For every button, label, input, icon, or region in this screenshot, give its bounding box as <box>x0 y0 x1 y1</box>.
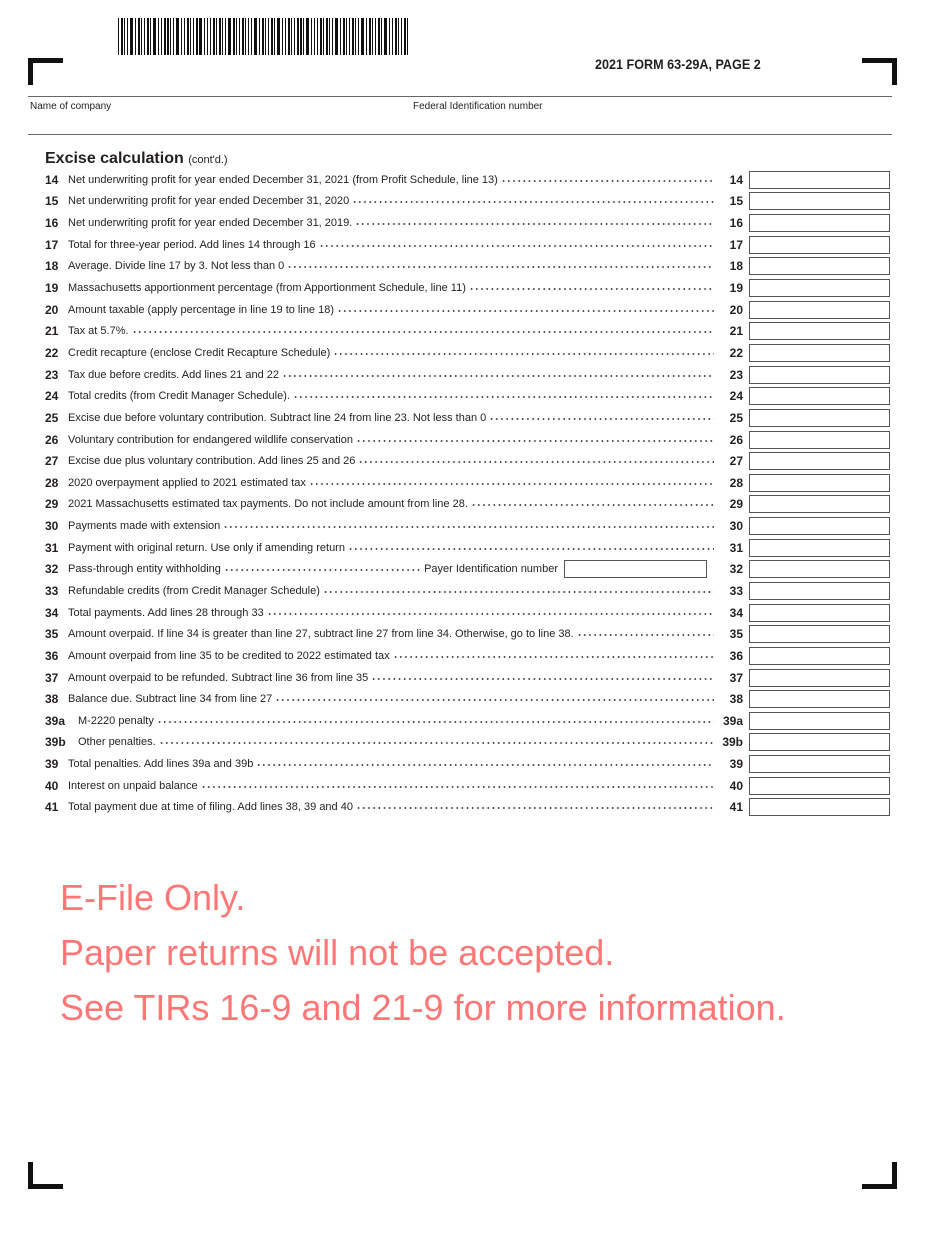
dot-leader <box>469 281 714 291</box>
barcode-bar <box>358 18 359 55</box>
line-label: Other penalties. <box>78 736 156 749</box>
line-26-amount-input[interactable] <box>749 431 890 449</box>
dot-leader <box>275 692 714 702</box>
barcode-bar <box>150 18 151 55</box>
line-number-right: 17 <box>729 237 743 252</box>
line-number-right: 18 <box>729 259 743 274</box>
barcode-bar <box>343 18 345 55</box>
divider <box>28 134 892 135</box>
registration-mark-bottom-right <box>862 1162 897 1189</box>
line-label: Amount overpaid from line 35 to be credited to 2022 estimated tax <box>68 649 390 662</box>
line-label: Net underwriting profit for year ended December 31, 2019. <box>68 217 353 230</box>
barcode-bar <box>254 18 257 55</box>
form-line-28 <box>45 472 895 494</box>
dot-leader <box>393 649 714 659</box>
line-number: 38 <box>45 692 59 707</box>
form-line-16 <box>45 212 895 234</box>
dot-leader <box>337 303 714 313</box>
barcode-bar <box>239 18 240 55</box>
barcode-bar <box>335 18 338 55</box>
dot-leader <box>267 606 714 616</box>
line-number: 22 <box>45 345 59 360</box>
barcode-bar <box>141 18 142 55</box>
barcode-bar <box>210 18 211 55</box>
barcode-bar <box>213 18 215 55</box>
line-number: 15 <box>45 194 59 209</box>
barcode-bar <box>216 18 217 55</box>
line-number: 41 <box>45 800 59 815</box>
watermark-line-2: Paper returns will not be accepted. <box>60 932 615 973</box>
dot-leader <box>282 368 714 378</box>
line-14-amount-input[interactable] <box>749 171 890 189</box>
line-37-amount-input[interactable] <box>749 669 890 687</box>
dot-leader <box>356 800 714 810</box>
line-number: 26 <box>45 432 59 447</box>
watermark-line-1: E-File Only. <box>60 877 246 918</box>
barcode-bar <box>233 18 235 55</box>
line-39a-amount-input[interactable] <box>749 712 890 730</box>
barcode-bar <box>355 18 356 55</box>
barcode-bar <box>314 18 315 55</box>
barcode-bar <box>147 18 149 55</box>
line-number-right: 38 <box>729 692 743 707</box>
barcode-bar <box>158 18 159 55</box>
dot-leader <box>352 194 714 204</box>
barcode-bar <box>300 18 302 55</box>
section-heading <box>45 150 228 168</box>
line-number-right: 32 <box>729 562 743 577</box>
barcode-bar <box>326 18 328 55</box>
line-number: 19 <box>45 281 59 296</box>
form-line-25 <box>45 407 895 429</box>
barcode-bar <box>164 18 166 55</box>
line-label: 2020 overpayment applied to 2021 estimated tax <box>68 476 306 489</box>
barcode-bar <box>173 18 174 55</box>
barcode-bar <box>271 18 273 55</box>
line-number: 30 <box>45 519 59 534</box>
line-number-right: 20 <box>729 302 743 317</box>
line-number-right: 26 <box>729 432 743 447</box>
line-number: 39 <box>45 757 59 772</box>
dot-leader <box>501 173 714 183</box>
line-25-amount-input[interactable] <box>749 409 890 427</box>
line-label: Payment with original return. Use only if amending return <box>68 541 345 554</box>
dot-leader <box>287 259 714 269</box>
line-number: 23 <box>45 367 59 382</box>
line-label: Voluntary contribution for endangered wildlife conservation <box>68 433 353 446</box>
line-number-right: 30 <box>729 519 743 534</box>
line-label: Total for three-year period. Add lines 14 through 16 <box>68 238 316 251</box>
barcode-bar <box>311 18 312 55</box>
form-line-39 <box>45 753 895 775</box>
line-21-amount-input[interactable] <box>749 322 890 340</box>
dot-leader <box>371 671 714 681</box>
line-number: 36 <box>45 648 59 663</box>
line-number: 37 <box>45 670 59 685</box>
line-38-amount-input[interactable] <box>749 690 890 708</box>
barcode <box>118 18 440 55</box>
barcode-bar <box>401 18 402 55</box>
barcode-bar <box>291 18 292 55</box>
line-32-amount-input[interactable] <box>749 560 890 578</box>
barcode-bar <box>176 18 179 55</box>
line-label: Refundable credits (from Credit Manager Schedule) <box>68 584 320 597</box>
line-label: Amount taxable (apply percentage in line 19 to line 18) <box>68 303 335 316</box>
line-40-amount-input[interactable] <box>749 777 890 795</box>
excise-lines <box>45 169 895 818</box>
form-line-33 <box>45 580 895 602</box>
barcode-bar <box>190 18 191 55</box>
barcode-bar <box>282 18 283 55</box>
line-39-amount-input[interactable] <box>749 755 890 773</box>
dot-leader <box>489 411 714 421</box>
line-41-amount-input[interactable] <box>749 798 890 816</box>
fein-field[interactable]: Federal Identification number <box>413 101 543 112</box>
barcode-bar <box>228 18 231 55</box>
line-label: M-2220 penalty <box>78 714 154 727</box>
barcode-bar <box>130 18 133 55</box>
barcode-bar <box>372 18 373 55</box>
barcode-bar <box>329 18 330 55</box>
form-line-17 <box>45 234 895 256</box>
form-line-23 <box>45 364 895 386</box>
form-line-19 <box>45 277 895 299</box>
registration-mark-top-left <box>28 58 63 85</box>
line-number-right: 25 <box>729 410 743 425</box>
line-number: 28 <box>45 475 59 490</box>
barcode-bar <box>306 18 309 55</box>
form-line-22 <box>45 342 895 364</box>
line-number-right: 36 <box>729 648 743 663</box>
line-number-right: 19 <box>729 281 743 296</box>
line-label: Total penalties. Add lines 39a and 39b <box>68 758 254 771</box>
line-number-right: 16 <box>729 216 743 231</box>
barcode-bar <box>242 18 244 55</box>
form-line-27 <box>45 450 895 472</box>
barcode-bar <box>153 18 156 55</box>
barcode-bar <box>369 18 371 55</box>
barcode-bar <box>259 18 260 55</box>
line-label: Tax due before credits. Add lines 21 and 22 <box>68 368 279 381</box>
line-18-amount-input[interactable] <box>749 257 890 275</box>
line-number: 39a <box>45 713 66 728</box>
line-30-amount-input[interactable] <box>749 517 890 535</box>
form-title: 2021 FORM 63-29A, PAGE 2 <box>595 56 761 72</box>
barcode-bar <box>187 18 189 55</box>
line-label: Pass-through entity withholding <box>68 563 221 576</box>
form-line-20 <box>45 299 895 321</box>
barcode-bar <box>277 18 280 55</box>
watermark-line-3: See TIRs 16-9 and 21-9 for more information. <box>60 987 786 1028</box>
barcode-bar <box>366 18 367 55</box>
dot-leader <box>159 735 714 745</box>
dot-leader <box>224 562 421 572</box>
barcode-bar <box>170 18 171 55</box>
barcode-bar <box>389 18 390 55</box>
barcode-bar <box>274 18 275 55</box>
line-23-amount-input[interactable] <box>749 366 890 384</box>
line-number-right: 39a <box>722 713 743 728</box>
form-line-32 <box>45 559 895 581</box>
line-number-right: 39 <box>729 757 743 772</box>
form-line-39a <box>45 710 895 732</box>
barcode-bar <box>251 18 252 55</box>
form-line-29 <box>45 494 895 516</box>
line-label: Total credits (from Credit Manager Schedule). <box>68 390 290 403</box>
form-line-30 <box>45 515 895 537</box>
line-number: 25 <box>45 410 59 425</box>
barcode-bar <box>392 18 393 55</box>
line-29-amount-input[interactable] <box>749 495 890 513</box>
form-line-39b <box>45 732 895 754</box>
registration-mark-top-right <box>862 58 897 85</box>
line-number-right: 22 <box>729 345 743 360</box>
barcode-bar <box>245 18 246 55</box>
line-number-right: 24 <box>729 389 743 404</box>
line-label: Amount overpaid to be refunded. Subtract line 36 from line 35 <box>68 671 369 684</box>
payer-id-label: Payer Identification number <box>424 563 558 576</box>
dot-leader <box>355 216 714 226</box>
line-20-amount-input[interactable] <box>749 301 890 319</box>
dot-leader <box>358 454 714 464</box>
form-line-34 <box>45 602 895 624</box>
form-line-38 <box>45 688 895 710</box>
barcode-bar <box>204 18 205 55</box>
line-label: Interest on unpaid balance <box>68 779 198 792</box>
line-number: 20 <box>45 302 59 317</box>
line-number: 16 <box>45 216 59 231</box>
barcode-bar <box>407 18 408 55</box>
line-number-right: 14 <box>729 172 743 187</box>
barcode-bar <box>207 18 208 55</box>
barcode-bar <box>135 18 136 55</box>
payer-id-input[interactable] <box>564 560 707 578</box>
form-line-14 <box>45 169 895 191</box>
barcode-bar <box>320 18 322 55</box>
barcode-bar <box>294 18 295 55</box>
barcode-bar <box>124 18 125 55</box>
barcode-bar <box>161 18 162 55</box>
line-number-right: 31 <box>729 540 743 555</box>
line-number-right: 28 <box>729 475 743 490</box>
dot-leader <box>348 541 714 551</box>
line-number: 18 <box>45 259 59 274</box>
dot-leader <box>333 346 714 356</box>
line-number: 35 <box>45 627 59 642</box>
line-number: 32 <box>45 562 59 577</box>
barcode-bar <box>346 18 347 55</box>
line-label: Average. Divide line 17 by 3. Not less than 0 <box>68 260 285 273</box>
line-label: 2021 Massachusetts estimated tax payments. Do not include amount from line 28. <box>68 498 468 511</box>
form-line-15 <box>45 191 895 213</box>
dot-leader <box>201 779 714 789</box>
barcode-bar <box>297 18 299 55</box>
line-31-amount-input[interactable] <box>749 539 890 557</box>
dot-leader <box>293 389 714 399</box>
barcode-bar <box>118 18 119 55</box>
line-label: Total payment due at time of filing. Add lines 38, 39 and 40 <box>68 801 353 814</box>
barcode-bar <box>121 18 123 55</box>
line-number: 17 <box>45 237 59 252</box>
barcode-bar <box>248 18 249 55</box>
line-number-right: 34 <box>729 605 743 620</box>
form-line-41 <box>45 797 895 819</box>
barcode-bar <box>375 18 376 55</box>
form-line-26 <box>45 429 895 451</box>
dot-leader <box>323 584 714 594</box>
dot-leader <box>577 627 714 637</box>
line-24-amount-input[interactable] <box>749 387 890 405</box>
form-line-36 <box>45 645 895 667</box>
barcode-bar <box>144 18 145 55</box>
line-label: Amount overpaid. If line 34 is greater than line 27, subtract line 27 from line 34. Otherwise, go to line 38. <box>68 628 574 641</box>
line-label: Total payments. Add lines 28 through 33 <box>68 606 264 619</box>
line-number-right: 39b <box>722 735 743 750</box>
dot-leader <box>223 519 714 529</box>
barcode-bar <box>340 18 341 55</box>
line-number: 40 <box>45 778 59 793</box>
barcode-bar <box>236 18 237 55</box>
line-22-amount-input[interactable] <box>749 344 890 362</box>
line-19-amount-input[interactable] <box>749 279 890 297</box>
line-number-right: 15 <box>729 194 743 209</box>
line-number: 27 <box>45 454 59 469</box>
barcode-bar <box>395 18 397 55</box>
form-line-31 <box>45 537 895 559</box>
line-35-amount-input[interactable] <box>749 625 890 643</box>
dot-leader <box>319 238 714 248</box>
line-number: 29 <box>45 497 59 512</box>
line-39b-amount-input[interactable] <box>749 733 890 751</box>
line-label: Excise due before voluntary contribution. Subtract line 24 from line 23. Not less than 0 <box>68 411 487 424</box>
barcode-bar <box>167 18 169 55</box>
dot-leader <box>157 714 714 724</box>
line-label: Payments made with extension <box>68 520 221 533</box>
barcode-bar <box>138 18 140 55</box>
barcode-bar <box>349 18 350 55</box>
line-label: Massachusetts apportionment percentage (from Apportionment Schedule, line 11) <box>68 282 466 295</box>
line-36-amount-input[interactable] <box>749 647 890 665</box>
line-label: Excise due plus voluntary contribution. Add lines 25 and 26 <box>68 455 356 468</box>
line-number-right: 37 <box>729 670 743 685</box>
line-number-right: 29 <box>729 497 743 512</box>
line-number: 31 <box>45 540 59 555</box>
barcode-bar <box>381 18 382 55</box>
line-33-amount-input[interactable] <box>749 582 890 600</box>
line-label: Balance due. Subtract line 34 from line 27 <box>68 693 273 706</box>
line-34-amount-input[interactable] <box>749 604 890 622</box>
form-line-21 <box>45 320 895 342</box>
barcode-bar <box>317 18 318 55</box>
form-line-40 <box>45 775 895 797</box>
line-number: 14 <box>45 172 59 187</box>
line-number-right: 41 <box>729 800 743 815</box>
barcode-bar <box>323 18 324 55</box>
line-number: 33 <box>45 583 59 598</box>
line-28-amount-input[interactable] <box>749 474 890 492</box>
barcode-bar <box>398 18 399 55</box>
barcode-bar <box>127 18 128 55</box>
line-label: Tax at 5.7%. <box>68 325 129 338</box>
line-15-amount-input[interactable] <box>749 192 890 210</box>
line-label: Net underwriting profit for year ended December 31, 2021 (from Profit Schedule, line 13) <box>68 173 498 186</box>
barcode-bar <box>384 18 387 55</box>
barcode-bar <box>199 18 202 55</box>
registration-mark-bottom-left <box>28 1162 63 1189</box>
barcode-bar <box>265 18 266 55</box>
line-16-amount-input[interactable] <box>749 214 890 232</box>
section-title: Excise calculation <box>45 150 184 167</box>
divider <box>28 96 892 97</box>
line-label: Net underwriting profit for year ended December 31, 2020 <box>68 195 350 208</box>
barcode-bar <box>181 18 182 55</box>
line-number: 34 <box>45 605 59 620</box>
dot-leader <box>256 757 714 767</box>
line-label: Credit recapture (enclose Credit Recapture Schedule) <box>68 346 331 359</box>
barcode-bar <box>285 18 286 55</box>
barcode-bar <box>332 18 333 55</box>
barcode-bar <box>222 18 223 55</box>
line-number-right: 27 <box>729 454 743 469</box>
line-number: 24 <box>45 389 59 404</box>
form-line-18 <box>45 256 895 278</box>
line-number-right: 40 <box>729 778 743 793</box>
line-number-right: 21 <box>729 324 743 339</box>
line-number-right: 33 <box>729 583 743 598</box>
section-subtitle: (cont'd.) <box>188 154 228 166</box>
line-number: 39b <box>45 735 66 750</box>
form-line-24 <box>45 385 895 407</box>
barcode-bar <box>262 18 264 55</box>
line-17-amount-input[interactable] <box>749 236 890 254</box>
dot-leader <box>471 497 714 507</box>
barcode-bar <box>184 18 185 55</box>
barcode-bar <box>219 18 221 55</box>
dot-leader <box>132 324 714 334</box>
barcode-bar <box>378 18 380 55</box>
form-line-37 <box>45 667 895 689</box>
barcode-bar <box>404 18 406 55</box>
barcode-bar <box>303 18 304 55</box>
dot-leader <box>356 433 714 443</box>
line-number-right: 35 <box>729 627 743 642</box>
barcode-bar <box>361 18 364 55</box>
barcode-bar <box>268 18 269 55</box>
form-line-35 <box>45 623 895 645</box>
barcode-bar <box>225 18 226 55</box>
line-number-right: 23 <box>729 367 743 382</box>
barcode-bar <box>288 18 290 55</box>
barcode-bar <box>196 18 198 55</box>
dot-leader <box>309 476 714 486</box>
line-27-amount-input[interactable] <box>749 452 890 470</box>
barcode-bar <box>352 18 354 55</box>
barcode-bar <box>193 18 194 55</box>
company-name-field[interactable]: Name of company <box>30 101 112 112</box>
line-number: 21 <box>45 324 59 339</box>
